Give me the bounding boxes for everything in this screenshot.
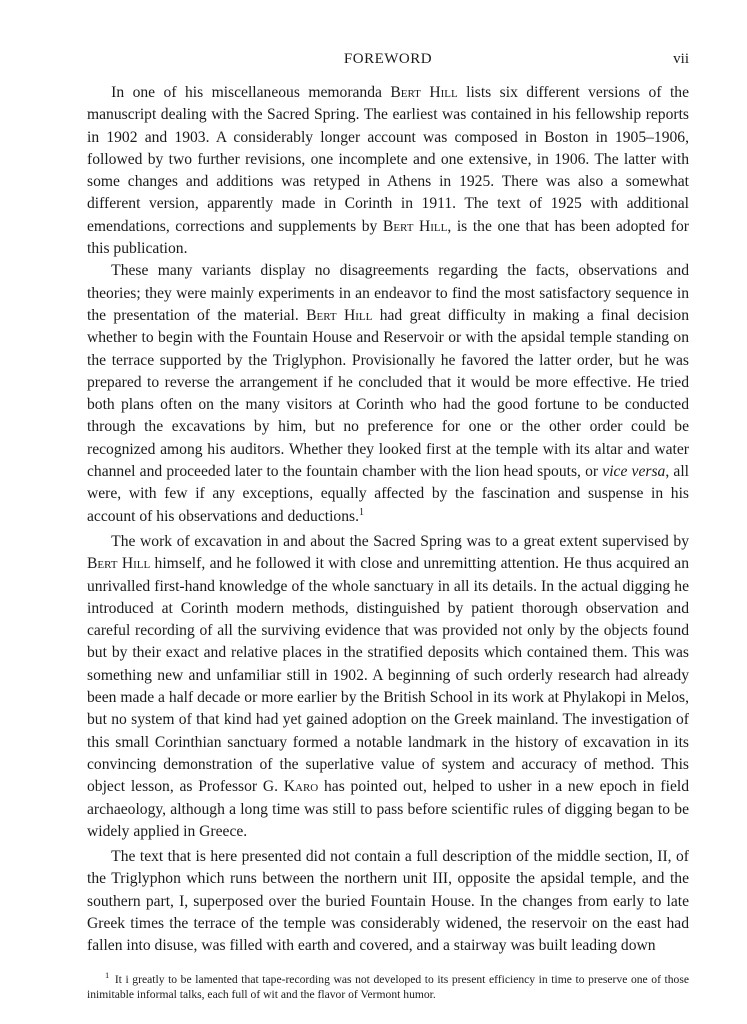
paragraph-1 <box>87 82 689 260</box>
paragraph-3-text-a: The work of excavation in and about the Sacred Spring was to a great extent supervised by <box>111 532 689 550</box>
author-name: Bert Hill <box>390 84 458 101</box>
paragraph-2-text-b: had great difficulty in making a final decision whether to begin with the Fountain House and Reservoir or with the apsidal temple standing on the terrace supported by the Triglyphon. Provisionally he favored the latter order, but he was prepared to reverse the arrangement if he concluded that it would be more effective. He tried both plans often on the many visitors at Corinth who had the good fortune to be conducted through the excavations by him, but no preference for one or the other order could be recognized among his auditors. Whether they looked first at the temple with its altar and water channel and proceeded later to the fountain chamber with the lion head spouts, or <box>87 306 690 481</box>
paragraph-1-text-a: In one of his miscellaneous memoranda <box>111 84 391 101</box>
page-title: FOREWORD <box>343 51 433 67</box>
paragraph-1-text-b: lists six different versions of the manuscript dealing with the Sacred Spring. The earliest was contained in his fellowship reports in 1902 and 1903. A considerably longer account was composed in Boston in 1905–1906, followed by two further revisions, one incomplete and one extensive, in 1906. The latter with some changes and additions was retyped in Athens in 1925. There was also a somewhat different version, apparently made in Corinth in 1911. The text of 1925 with additional emendations, corrections and supplements by <box>87 84 689 235</box>
scholar-name: Karo <box>283 778 319 796</box>
footnote-reference[interactable]: 1 <box>358 506 364 518</box>
page-number: vii <box>673 51 689 67</box>
footnote-text: It i greatly to be lamented that tape-recording was not developed to its present efficiency in time to preserve one of those inimitable informal talks, each full of wit and the flavor of Vermont humor. <box>87 972 689 1002</box>
paragraph-3-text-b: himself, and he followed it with close and unremitting attention. He thus acquired an unrivalled first-hand knowledge of the whole sanctuary in all its details. In the actual digging he introduced at Corinth modern methods, distinguished by patient thorough observation and careful recording of all the surviving evidence that was provided not only by the objects found but by their exact and relative places in the stratified deposits which contained them. This was something new and unfamiliar still in 1902. A beginning of such orderly research had already been made a half decade or more earlier by the British School in its work at Phylakopi in Melos, but no system of that kind had yet gained adoption on the Greek mainland. The investigation of this small Corinthian sanctuary formed a notable landmark in the history of excavation in its convincing demonstration of the superlative value of system and accuracy of method. This object lesson, as Professor G. <box>87 555 689 796</box>
paragraph-3 <box>87 531 689 843</box>
author-name: Bert Hill <box>306 306 373 324</box>
page <box>87 48 689 1003</box>
italic-phrase: vice versa <box>602 463 666 481</box>
paragraph-2 <box>87 260 689 528</box>
paragraph-2-text-c: , all were, with few if any exceptions, equally affected by the fascination and suspense in his account of his observations and deductions. <box>87 463 690 525</box>
paragraph-1-text-c: , is the one that has been adopted for this publication. <box>87 217 689 258</box>
footnote-mark: 1 <box>104 969 110 980</box>
author-name: Bert Hill <box>382 217 448 235</box>
paragraph-4: The text that is here presented did not contain a full description of the middle section, II, of the Triglyphon which runs between the northern unit III, opposite the apsidal temple, and the southern part, I, superposed over the buried Fountain House. In the changes from early to late Greek times the terrace of the temple was considerably widened, the reservoir on the east had fallen into disuse, was filled with earth and covered, and a stairway was built leading down <box>87 848 689 955</box>
paragraph-3-text-c: has pointed out, helped to usher in a new epoch in field archaeology, although a long time was still to pass before scientific rules of digging began to be widely applied in Greece. <box>87 778 690 840</box>
footnote <box>87 969 689 1003</box>
author-name: Bert Hill <box>87 555 151 573</box>
running-head <box>87 48 689 72</box>
paragraph-2-text-a: These many variants display no disagreements regarding the facts, observations and theories; they were mainly experiments in an endeavor to find the most satisfactory sequence in the presentation of the material. <box>87 262 689 324</box>
